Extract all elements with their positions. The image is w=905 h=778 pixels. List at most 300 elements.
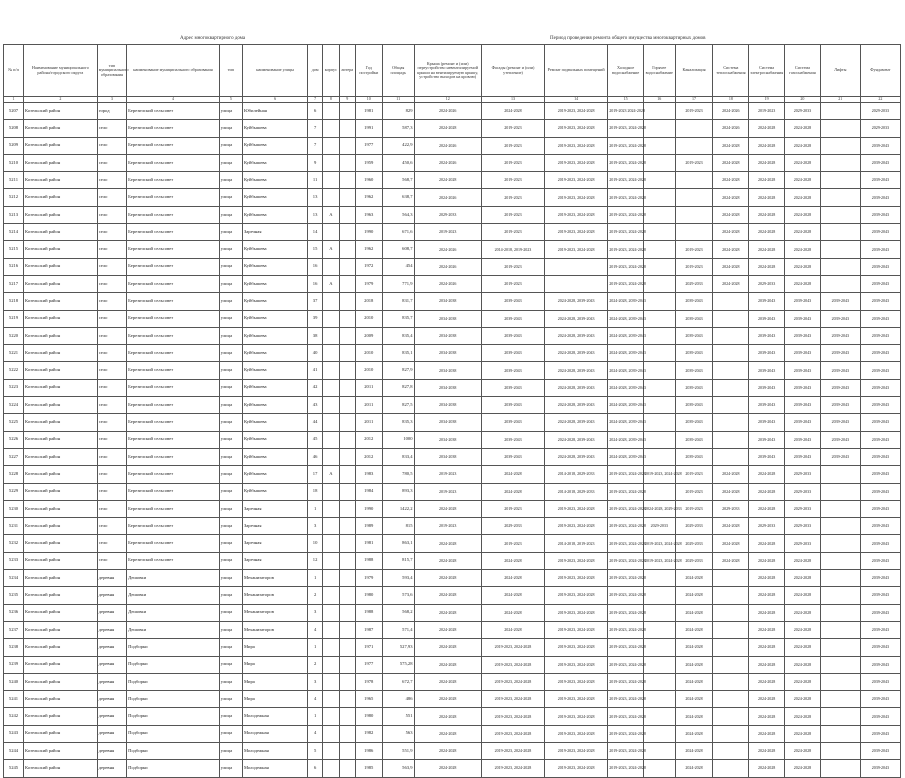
house-cell: 7 <box>308 120 323 137</box>
street-type-cell: улица <box>219 206 242 223</box>
table-row <box>4 570 901 587</box>
foundation-period-cell: 2039-2043 <box>860 345 900 362</box>
roof-period-cell: 2034-2038 <box>414 293 481 310</box>
hot-water-period-cell <box>643 379 675 396</box>
letter-cell <box>339 570 355 587</box>
facade-period-cell: 2019-2023 <box>481 120 544 137</box>
building-cell: А <box>322 466 339 483</box>
facade-period-cell: 2039-2043 <box>481 345 544 362</box>
column-number: 15 <box>608 97 644 103</box>
electricity-period-cell: 2039-2043 <box>749 379 785 396</box>
street-name-cell: Куйбышева <box>242 154 307 171</box>
gas-period-cell: 2039-2043 <box>785 362 821 379</box>
cold-water-period-cell: 2019-2023, 2024-2028 <box>608 552 644 569</box>
elevator-period-cell <box>820 466 860 483</box>
foundation-period-cell: 2039-2043 <box>860 656 900 673</box>
roof-period-cell: 2024-2028 <box>414 120 481 137</box>
facade-period-cell: 2019-2023, 2024-2028 <box>481 656 544 673</box>
row-number: 5216 <box>4 258 24 275</box>
foundation-period-cell: 2039-2043 <box>860 535 900 552</box>
table-row <box>4 206 901 223</box>
row-number: 5240 <box>4 673 24 690</box>
facade-period-cell: 2039-2043 <box>481 414 544 431</box>
column-number: 11 <box>382 97 414 103</box>
heating-period-cell: 2024-2028 <box>713 483 749 500</box>
electricity-period-cell: 2024-2028 <box>749 760 785 777</box>
house-cell: 15 <box>308 241 323 258</box>
street-name-cell: Куйбышева <box>242 379 307 396</box>
street-name-cell: Куйбышева <box>242 362 307 379</box>
row-number: 5228 <box>4 466 24 483</box>
foundation-period-cell: 2039-2043 <box>860 206 900 223</box>
letter-cell <box>339 725 355 742</box>
cold-water-period-cell: 2019-2023, 2024-2028 <box>608 535 644 552</box>
elevator-period-cell <box>820 103 860 120</box>
street-name-cell: Мира <box>242 639 307 656</box>
settlement-type-cell: село <box>97 275 126 292</box>
total-area-cell: 587,3 <box>382 120 414 137</box>
cold-water-period-cell: 2019-2023, 2024-2028 <box>608 673 644 690</box>
electricity-period-cell: 2039-2043 <box>749 310 785 327</box>
sewerage-period-cell: 2024-2028 <box>675 673 713 690</box>
cold-water-period-cell: 2019-2023, 2024-2028 <box>608 621 644 638</box>
column-number: 1 <box>4 97 24 103</box>
cold-water-period-cell: 2019-2023 2024-2028 <box>608 103 644 120</box>
sewerage-period-cell: 2024-2028 <box>675 708 713 725</box>
building-cell <box>322 639 339 656</box>
cold-water-period-cell: 2019-2023, 2024-2028 <box>608 172 644 189</box>
street-type-cell: улица <box>219 448 242 465</box>
settlement-type-cell: село <box>97 189 126 206</box>
electricity-period-cell: 2024-2028 <box>749 120 785 137</box>
municipality-cell: Березичский сельсовет <box>127 379 220 396</box>
gas-period-cell: 2024-2028 <box>785 224 821 241</box>
row-number: 5225 <box>4 414 24 431</box>
electricity-period-cell: 2024-2028 <box>749 570 785 587</box>
table-row <box>4 673 901 690</box>
heating-period-cell <box>713 379 749 396</box>
foundation-period-cell: 2039-2043 <box>860 587 900 604</box>
facade-period-cell: 2024-2028 <box>481 604 544 621</box>
sewerage-period-cell: 2024-2028 <box>675 656 713 673</box>
building-cell <box>322 725 339 742</box>
foundation-period-cell: 2039-2043 <box>860 293 900 310</box>
cold-water-period-cell: 2019-2023, 2024-2028 <box>608 518 644 535</box>
cold-water-period-cell: 2019-2023, 2024-2028 <box>608 570 644 587</box>
letter-cell <box>339 673 355 690</box>
total-area-cell: 551,9 <box>382 742 414 759</box>
municipality-cell: Березичский сельсовет <box>127 189 220 206</box>
table-row <box>4 103 901 120</box>
facade-period-cell: 2019-2023, 2024-2028 <box>481 742 544 759</box>
street-type-cell: улица <box>219 189 242 206</box>
building-cell <box>322 120 339 137</box>
total-area-cell: 780,5 <box>382 466 414 483</box>
settlement-type-cell: село <box>97 500 126 517</box>
total-area-cell: 563,9 <box>382 760 414 777</box>
street-name-cell: Механизаторов <box>242 621 307 638</box>
letter-cell <box>339 500 355 517</box>
column-header: тип <box>219 45 242 97</box>
row-number: 5218 <box>4 293 24 310</box>
street-name-cell: Куйбышева <box>242 120 307 137</box>
house-cell: 4 <box>308 621 323 638</box>
gas-period-cell: 2024-2028 <box>785 258 821 275</box>
table-row <box>4 379 901 396</box>
settlement-type-cell: деревня <box>97 639 126 656</box>
year-built-cell: 2018 <box>355 293 382 310</box>
row-number: 5208 <box>4 120 24 137</box>
elevator-period-cell: 2039-2043 <box>820 448 860 465</box>
street-name-cell: Куйбышева <box>242 137 307 154</box>
year-built-cell: 2010 <box>355 362 382 379</box>
district-cell: Козельский район <box>24 760 98 777</box>
municipality-cell: Березичский сельсовет <box>127 345 220 362</box>
table-row <box>4 414 901 431</box>
street-type-cell: улица <box>219 379 242 396</box>
basement-period-cell: 2019-2023, 2024-2028 <box>545 621 608 638</box>
letter-cell <box>339 362 355 379</box>
building-cell <box>322 708 339 725</box>
sewerage-period-cell: 2019-2023 <box>675 466 713 483</box>
municipality-cell: Подборки <box>127 656 220 673</box>
facade-period-cell: 2024-2028 <box>481 483 544 500</box>
house-cell: 1 <box>308 708 323 725</box>
hot-water-period-cell <box>643 673 675 690</box>
cold-water-period-cell: 2019-2023, 2024-2028 <box>608 760 644 777</box>
basement-period-cell: 2019-2023, 2024-2028 <box>545 760 608 777</box>
column-header: Общая площадь <box>382 45 414 97</box>
foundation-period-cell: 2039-2043 <box>860 448 900 465</box>
column-number: 20 <box>785 97 821 103</box>
total-area-cell: 815 <box>382 518 414 535</box>
settlement-type-cell: село <box>97 206 126 223</box>
street-type-cell: улица <box>219 570 242 587</box>
settlement-type-cell: село <box>97 552 126 569</box>
municipality-cell: Березичский сельсовет <box>127 172 220 189</box>
hot-water-period-cell <box>643 483 675 500</box>
cold-water-period-cell: 2019-2023, 2024-2028 <box>608 206 644 223</box>
building-cell <box>322 189 339 206</box>
gas-period-cell: 2024-2028 <box>785 708 821 725</box>
building-cell <box>322 362 339 379</box>
house-cell: 42 <box>308 379 323 396</box>
electricity-period-cell: 2024-2028 <box>749 466 785 483</box>
foundation-period-cell: 2039-2043 <box>860 483 900 500</box>
building-cell <box>322 587 339 604</box>
electricity-period-cell: 2039-2043 <box>749 293 785 310</box>
roof-period-cell: 2034-2038 <box>414 362 481 379</box>
street-type-cell: улица <box>219 137 242 154</box>
street-name-cell: Куйбышева <box>242 448 307 465</box>
district-cell: Козельский район <box>24 656 98 673</box>
municipality-cell: Березичский сельсовет <box>127 552 220 569</box>
building-cell <box>322 258 339 275</box>
table-row <box>4 708 901 725</box>
basement-period-cell: 2019-2023, 2024-2028 <box>545 518 608 535</box>
house-cell: 1 <box>308 639 323 656</box>
sewerage-period-cell: 2039-2043 <box>675 448 713 465</box>
district-cell: Козельский район <box>24 154 98 171</box>
cold-water-period-cell: 2024-2028, 2039-2043 <box>608 362 644 379</box>
house-cell: 13 <box>308 189 323 206</box>
foundation-period-cell: 2039-2043 <box>860 570 900 587</box>
sewerage-period-cell: 2019-2023 <box>675 258 713 275</box>
column-header: Год постройки <box>355 45 382 97</box>
street-name-cell: Куйбышева <box>242 397 307 414</box>
house-cell: 45 <box>308 431 323 448</box>
total-area-cell: 551 <box>382 708 414 725</box>
district-cell: Козельский район <box>24 673 98 690</box>
building-cell <box>322 397 339 414</box>
electricity-period-cell: 2024-2028 <box>749 258 785 275</box>
table-row <box>4 258 901 275</box>
hot-water-period-cell <box>643 570 675 587</box>
elevator-period-cell <box>820 570 860 587</box>
gas-period-cell: 2039-2043 <box>785 345 821 362</box>
facade-period-cell: 2039-2043 <box>481 293 544 310</box>
facade-period-cell: 2019-2023 <box>481 189 544 206</box>
street-type-cell: улица <box>219 327 242 344</box>
year-built-cell: 1984 <box>355 483 382 500</box>
cold-water-period-cell: 2019-2023, 2024-2028 <box>608 483 644 500</box>
foundation-period-cell: 2039-2043 <box>860 639 900 656</box>
facade-period-cell: 2019-2023, 2024-2028 <box>481 691 544 708</box>
district-cell: Козельский район <box>24 691 98 708</box>
hot-water-period-cell: 2029-2033 <box>643 518 675 535</box>
column-number: 2 <box>24 97 98 103</box>
hot-water-period-cell <box>643 639 675 656</box>
basement-period-cell: 2019-2023, 2024-2028 <box>545 570 608 587</box>
district-cell: Козельский район <box>24 379 98 396</box>
roof-period-cell: 2034-2038 <box>414 448 481 465</box>
table-row <box>4 760 901 777</box>
heating-period-cell: 2024-2028 <box>713 518 749 535</box>
district-cell: Козельский район <box>24 639 98 656</box>
letter-cell <box>339 604 355 621</box>
cold-water-period-cell: 2024-2028, 2039-2043 <box>608 379 644 396</box>
street-name-cell: Куйбышева <box>242 483 307 500</box>
house-cell: 5 <box>308 742 323 759</box>
house-cell: 1 <box>308 500 323 517</box>
elevator-period-cell <box>820 760 860 777</box>
heating-period-cell <box>713 708 749 725</box>
table-row <box>4 189 901 206</box>
letter-cell <box>339 621 355 638</box>
facade-period-cell: 2019-2023 <box>481 154 544 171</box>
settlement-type-cell: село <box>97 258 126 275</box>
row-number: 5245 <box>4 760 24 777</box>
electricity-period-cell: 2024-2028 <box>749 224 785 241</box>
district-cell: Козельский район <box>24 206 98 223</box>
roof-period-cell: 2034-2038 <box>414 397 481 414</box>
table-row <box>4 500 901 517</box>
letter-cell <box>339 327 355 344</box>
house-cell: 1 <box>308 570 323 587</box>
basement-period-cell: 2019-2023, 2024-2028 <box>545 189 608 206</box>
facade-period-cell: 2019-2023, 2024-2028 <box>481 725 544 742</box>
sewerage-period-cell: 2039-2043 <box>675 327 713 344</box>
letter-cell <box>339 275 355 292</box>
year-built-cell: 1980 <box>355 587 382 604</box>
year-built-cell: 1991 <box>355 120 382 137</box>
year-built-cell: 2010 <box>355 345 382 362</box>
table-row <box>4 518 901 535</box>
facade-period-cell: 2019-2023 <box>481 500 544 517</box>
street-type-cell: улица <box>219 345 242 362</box>
row-number: 5227 <box>4 448 24 465</box>
electricity-period-cell: 2039-2043 <box>749 448 785 465</box>
elevator-period-cell <box>820 604 860 621</box>
total-area-cell: 450,6 <box>382 154 414 171</box>
electricity-period-cell: 2024-2028 <box>749 604 785 621</box>
basement-period-cell: 2024-2028, 2039-2043 <box>545 379 608 396</box>
letter-cell <box>339 466 355 483</box>
street-name-cell: Мира <box>242 656 307 673</box>
table-row <box>4 241 901 258</box>
street-name-cell: Куйбышева <box>242 310 307 327</box>
building-cell <box>322 570 339 587</box>
street-name-cell: Молодежная <box>242 725 307 742</box>
elevator-period-cell <box>820 656 860 673</box>
sewerage-period-cell: 2039-2043 <box>675 310 713 327</box>
hot-water-period-cell <box>643 327 675 344</box>
elevator-period-cell <box>820 172 860 189</box>
foundation-period-cell: 2039-2043 <box>860 310 900 327</box>
heating-period-cell: 2024-2028 <box>713 206 749 223</box>
cold-water-period-cell: 2024-2028, 2039-2043 <box>608 397 644 414</box>
electricity-period-cell: 2024-2028 <box>749 725 785 742</box>
municipality-cell: Березичский сельсовет <box>127 483 220 500</box>
basement-period-cell: 2019-2023, 2024-2028 <box>545 708 608 725</box>
column-header: наименование улицы <box>242 45 307 97</box>
facade-period-cell: 2024-2028 <box>481 570 544 587</box>
foundation-period-cell: 2039-2043 <box>860 466 900 483</box>
electricity-period-cell: 2024-2028 <box>749 673 785 690</box>
cold-water-period-cell: 2019-2023, 2024-2028 <box>608 656 644 673</box>
municipality-cell: Березичский сельсовет <box>127 241 220 258</box>
house-cell: 39 <box>308 310 323 327</box>
gas-period-cell: 2024-2028 <box>785 137 821 154</box>
hot-water-period-cell: 2024-2028, 2029-2033 <box>643 500 675 517</box>
basement-period-cell: 2019-2023, 2024-2028 <box>545 673 608 690</box>
sewerage-period-cell: 2039-2043 <box>675 379 713 396</box>
year-built-cell: 1982 <box>355 725 382 742</box>
heating-period-cell <box>713 345 749 362</box>
foundation-period-cell: 2039-2043 <box>860 691 900 708</box>
street-name-cell: Механизаторов <box>242 587 307 604</box>
letter-cell <box>339 448 355 465</box>
sewerage-period-cell: 2019-2023 <box>675 241 713 258</box>
gas-period-cell: 2029-2033 <box>785 518 821 535</box>
year-built-cell: 1987 <box>355 621 382 638</box>
facade-period-cell: 2019-2023, 2024-2028 <box>481 708 544 725</box>
elevator-period-cell <box>820 500 860 517</box>
basement-period-cell: 2014-2018, 2029-2033 <box>545 483 608 500</box>
sewerage-period-cell <box>675 206 713 223</box>
gas-period-cell: 2024-2028 <box>785 691 821 708</box>
basement-period-cell: 2019-2023, 2024-2028 <box>545 500 608 517</box>
column-number: 6 <box>242 97 307 103</box>
year-built-cell: 2012 <box>355 448 382 465</box>
elevator-period-cell <box>820 154 860 171</box>
street-name-cell: Механизаторов <box>242 570 307 587</box>
gas-period-cell: 2024-2028 <box>785 742 821 759</box>
district-cell: Козельский район <box>24 518 98 535</box>
house-cell: 37 <box>308 293 323 310</box>
elevator-period-cell <box>820 137 860 154</box>
hot-water-period-cell <box>643 604 675 621</box>
total-area-cell: 893,3 <box>382 483 414 500</box>
column-number: 19 <box>749 97 785 103</box>
total-area-cell: 454 <box>382 258 414 275</box>
municipality-cell: Березичский сельсовет <box>127 310 220 327</box>
electricity-period-cell: 2024-2028 <box>749 137 785 154</box>
basement-period-cell: 2019-2023, 2024-2028 <box>545 656 608 673</box>
roof-period-cell: 2034-2038 <box>414 310 481 327</box>
heating-period-cell: 2024-2028 <box>713 535 749 552</box>
column-number: 22 <box>860 97 900 103</box>
year-built-cell: 1990 <box>355 500 382 517</box>
elevator-period-cell: 2039-2043 <box>820 327 860 344</box>
roof-period-cell: 2024-2026 <box>414 241 481 258</box>
heating-period-cell: 2024-2028 <box>713 552 749 569</box>
municipality-cell: Березичский сельсовет <box>127 397 220 414</box>
settlement-type-cell: село <box>97 414 126 431</box>
street-type-cell: улица <box>219 760 242 777</box>
hot-water-period-cell <box>643 241 675 258</box>
elevator-period-cell <box>820 639 860 656</box>
district-cell: Козельский район <box>24 345 98 362</box>
row-number: 5211 <box>4 172 24 189</box>
table-row <box>4 691 901 708</box>
street-name-cell: Куйбышева <box>242 345 307 362</box>
gas-period-cell: 2024-2028 <box>785 639 821 656</box>
hot-water-period-cell <box>643 189 675 206</box>
facade-period-cell: 2019-2023 <box>481 258 544 275</box>
year-built-cell: 2009 <box>355 327 382 344</box>
sewerage-period-cell: 2024-2028 <box>675 639 713 656</box>
year-built-cell: 1965 <box>355 691 382 708</box>
row-number: 5210 <box>4 154 24 171</box>
basement-period-cell: 2019-2023, 2024-2028 <box>545 639 608 656</box>
district-cell: Козельский район <box>24 466 98 483</box>
cold-water-period-cell: 2019-2023, 2024-2028 <box>608 500 644 517</box>
heating-period-cell: 2024-2028 <box>713 172 749 189</box>
roof-period-cell: 2019-2023 <box>414 466 481 483</box>
foundation-period-cell: 2039-2043 <box>860 725 900 742</box>
cold-water-period-cell: 2024-2028, 2039-2043 <box>608 414 644 431</box>
street-name-cell: Мира <box>242 691 307 708</box>
cold-water-period-cell: 2024-2028, 2039-2043 <box>608 293 644 310</box>
building-cell: А <box>322 241 339 258</box>
letter-cell <box>339 760 355 777</box>
letter-cell <box>339 535 355 552</box>
column-header: № п/п <box>4 45 24 97</box>
roof-period-cell: 2024-2026 <box>414 103 481 120</box>
table-row <box>4 742 901 759</box>
roof-period-cell: 2034-2038 <box>414 327 481 344</box>
basement-period-cell: 2019-2023, 2024-2028 <box>545 224 608 241</box>
elevator-period-cell <box>820 206 860 223</box>
column-header: литера <box>339 45 355 97</box>
column-number: 17 <box>675 97 713 103</box>
roof-period-cell: 2024-2028 <box>414 760 481 777</box>
sewerage-period-cell: 2039-2043 <box>675 345 713 362</box>
letter-cell <box>339 293 355 310</box>
district-cell: Козельский район <box>24 448 98 465</box>
elevator-period-cell <box>820 587 860 604</box>
